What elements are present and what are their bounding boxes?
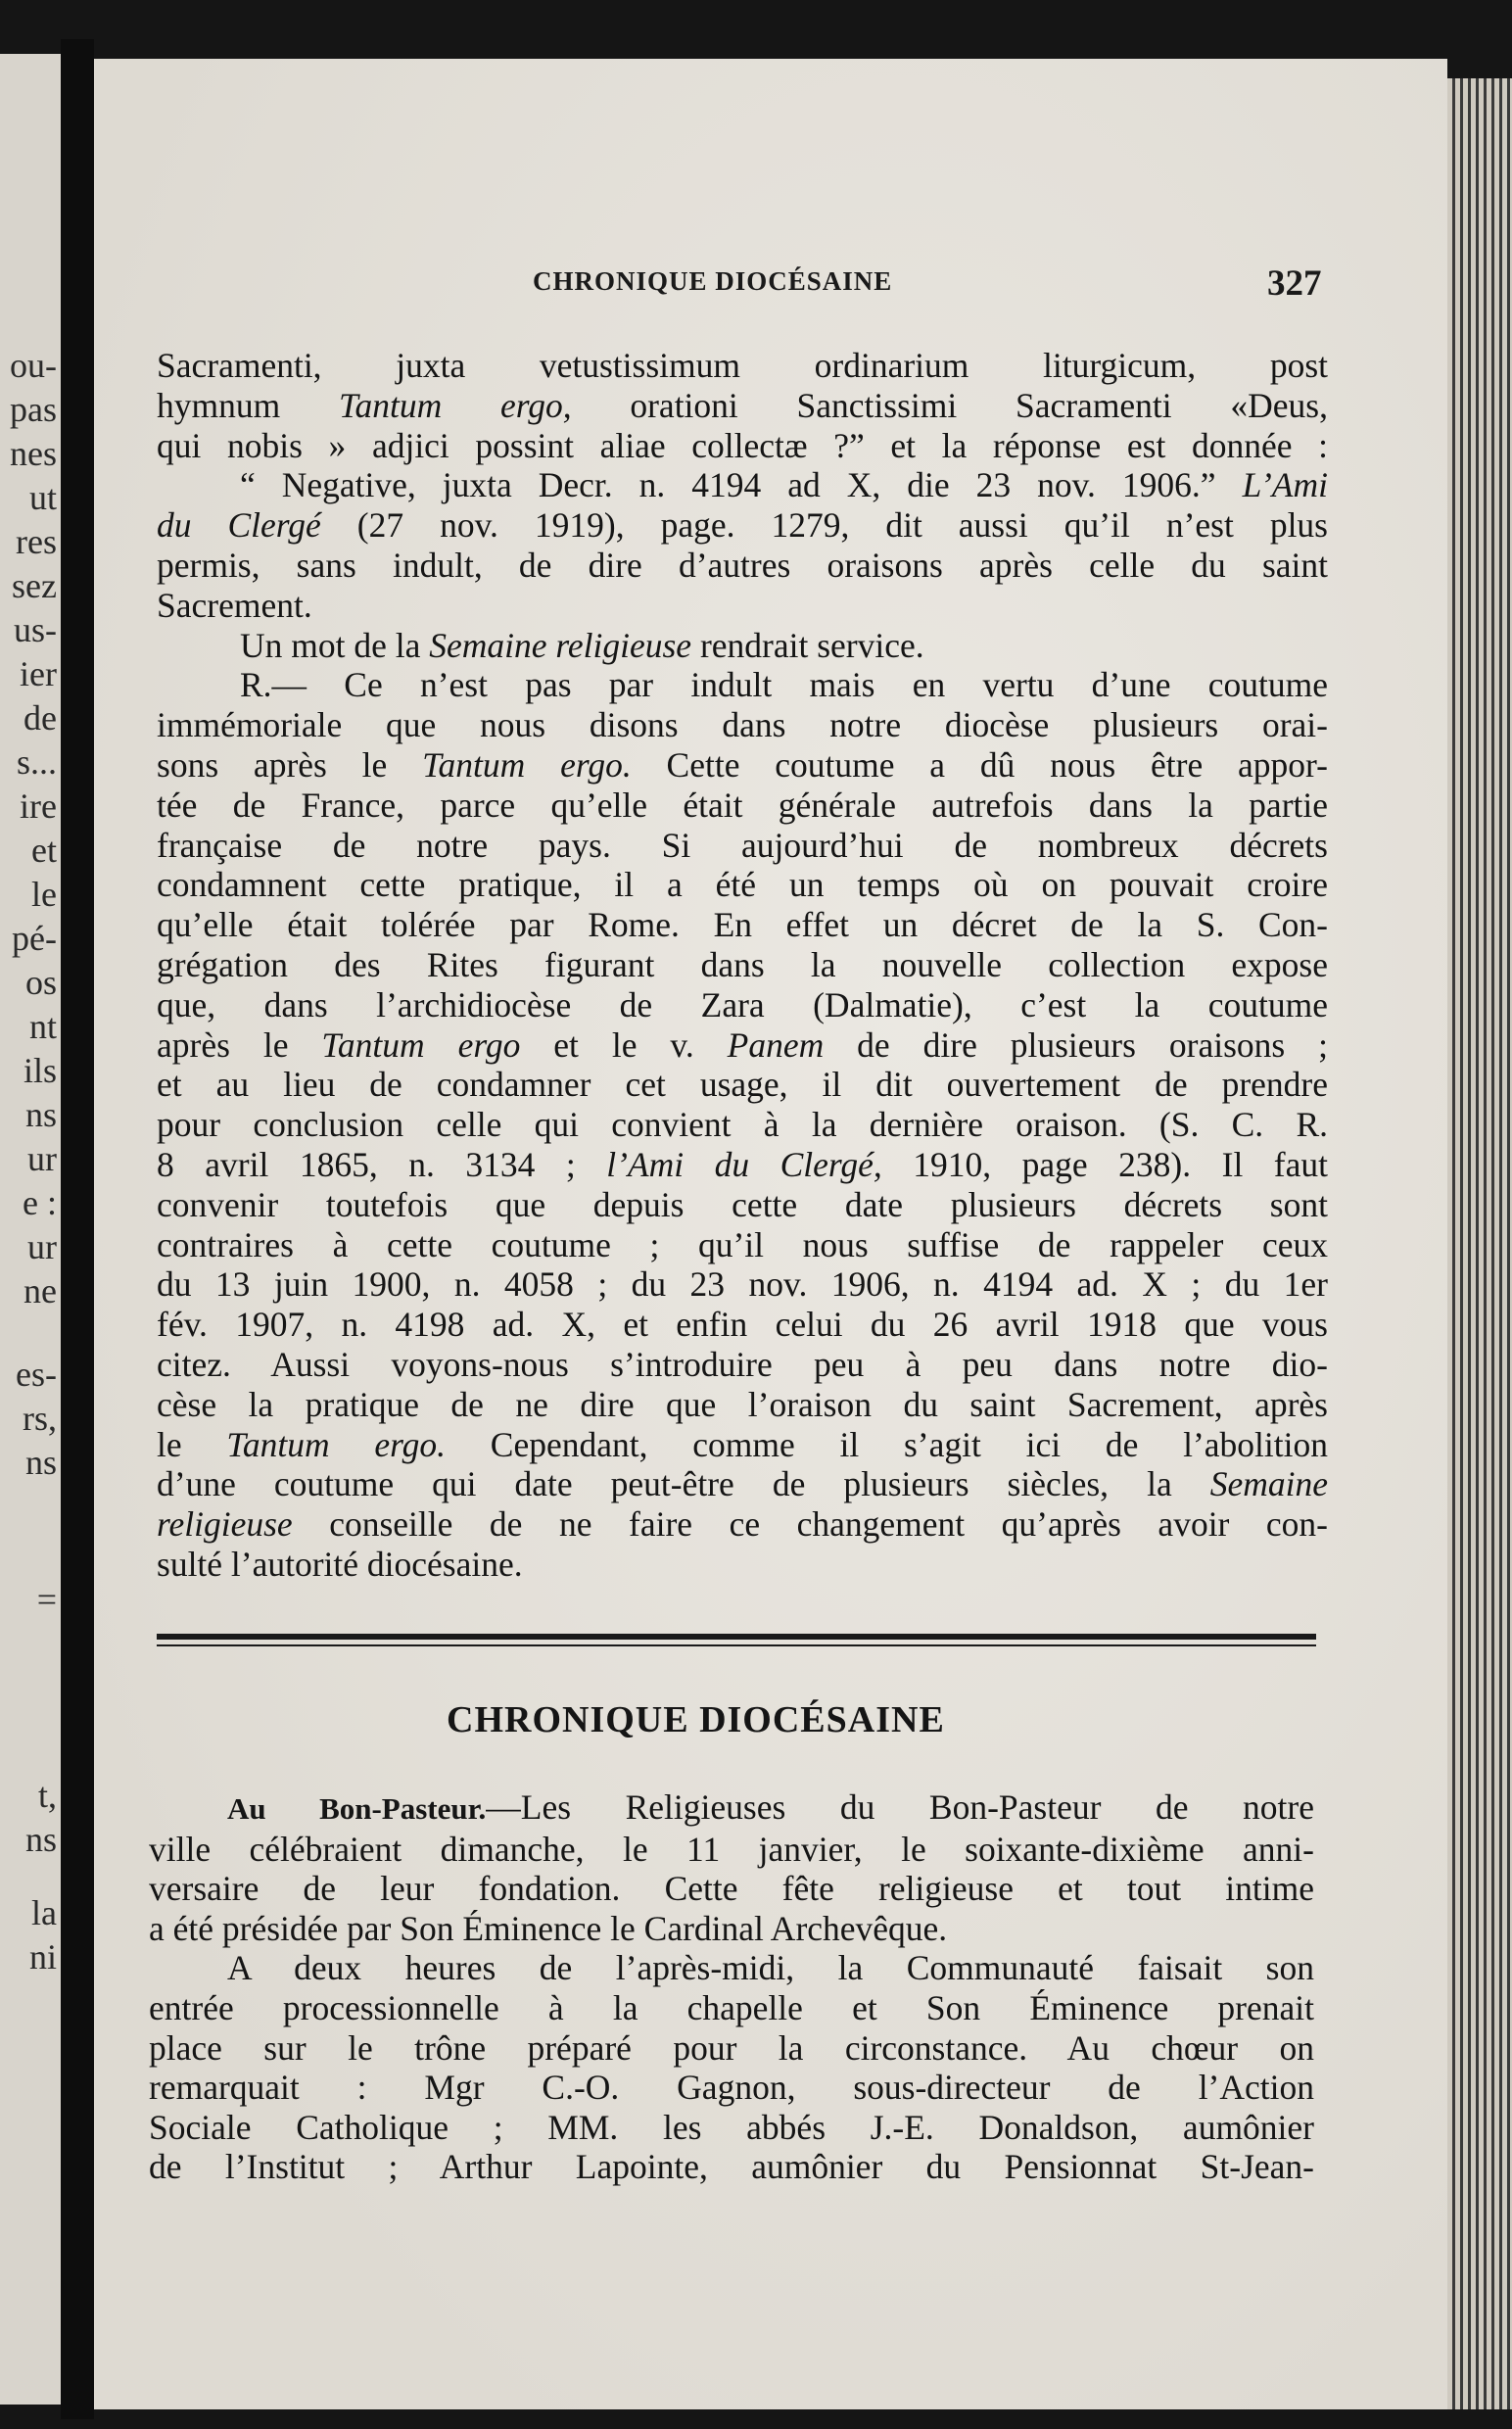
text-segment: citez. Aussi voyons-nous s’introduire peu à peu dans notre dio- <box>157 1344 1328 1384</box>
text-line <box>149 2108 1314 2148</box>
text-line <box>157 705 1328 745</box>
text-line <box>157 1425 1328 1465</box>
text-segment: (27 nov. 1919), page. 1279, dit aussi qu’il n’est plus <box>320 505 1328 546</box>
text-segment: Cependant, comme il s’agit ici de l’abolition <box>446 1424 1328 1464</box>
facing-page-text: ns <box>24 1095 57 1134</box>
text-segment: française de notre pays. Si aujourd’hui de nombreux décrets <box>157 825 1328 865</box>
text-segment: de dire plusieurs oraisons ; <box>824 1024 1328 1065</box>
text-segment: condamnent cette pratique, il a été un temps où on pouvait croire <box>157 865 1328 905</box>
text-segment: de l’Institut ; Arthur Lapointe, aumônier du Pensionnat St-Jean- <box>149 2147 1314 2187</box>
book-gutter <box>61 39 94 2419</box>
text-line <box>157 1264 1328 1305</box>
text-line <box>157 1345 1328 1385</box>
text-segment: pour conclusion celle qui convient à la dernière oraison. (S. C. R. <box>157 1105 1328 1145</box>
text-segment: 8 avril 1865, n. 3134 ; <box>157 1144 607 1184</box>
text-segment: Sociale Catholique ; MM. les abbés J.-E. Donaldson, aumônier <box>149 2107 1314 2147</box>
facing-page-text: nt <box>28 1007 57 1046</box>
text-line <box>149 2147 1314 2187</box>
facing-page-text: le <box>31 875 57 914</box>
italic-text: Tantum ergo <box>321 1024 521 1065</box>
text-segment: qu’elle était tolérée par Rome. En effet un décret de la S. Con- <box>157 905 1328 945</box>
text-line <box>157 465 1328 505</box>
text-line <box>157 626 1328 666</box>
text-line <box>157 1385 1328 1425</box>
italic-text: Tantum ergo. <box>422 744 632 785</box>
text-line <box>157 1545 1328 1585</box>
text-line <box>157 386 1328 426</box>
text-line <box>157 346 1328 386</box>
text-segment: cèse la pratique de ne dire que l’oraison du saint Sacrement, après <box>157 1384 1328 1424</box>
text-segment: convenir toutefois que depuis cette date plusieurs décrets sont <box>157 1184 1328 1224</box>
text-line <box>157 546 1328 586</box>
text-segment: A deux heures de l’après-midi, la Communauté faisait son <box>227 1948 1314 1988</box>
text-line <box>157 1145 1328 1185</box>
page-number: 327 <box>1267 263 1322 304</box>
italic-text: Semaine religieuse <box>429 625 692 665</box>
facing-page-text: ns <box>24 1443 57 1482</box>
text-line <box>157 826 1328 866</box>
facing-page-text: nes <box>10 434 57 473</box>
text-line <box>157 665 1328 705</box>
text-line <box>149 1830 1314 1870</box>
text-segment: après le <box>157 1024 322 1065</box>
facing-page-text: et <box>31 831 57 870</box>
text-line <box>157 1185 1328 1225</box>
facing-page-text: t, <box>37 1776 57 1815</box>
text-segment: —Les Religieuses du Bon-Pasteur de notre <box>486 1787 1314 1827</box>
facing-page-text: ils <box>23 1051 57 1090</box>
text-segment: immémoriale que nous disons dans notre diocèse plusieurs orai- <box>157 705 1328 745</box>
text-line <box>157 505 1328 546</box>
facing-page-text: ni <box>28 1937 57 1977</box>
text-segment: a été présidée par Son Éminence le Cardinal Archevêque. <box>149 1908 948 1948</box>
text-segment: entrée processionnelle à la chapelle et Son Éminence prenait <box>149 1987 1314 2027</box>
text-segment: Cette coutume a dû nous être appor- <box>631 744 1328 785</box>
text-segment: le <box>157 1424 227 1464</box>
text-segment: et au lieu de condamner cet usage, il dit ouvertement de prendre <box>157 1065 1328 1105</box>
facing-page-text: ne <box>24 1271 57 1310</box>
text-line <box>157 1225 1328 1265</box>
text-segment: remarquait : Mgr C.-O. Gagnon, sous-directeur de l’Action <box>149 2068 1314 2108</box>
text-line <box>157 905 1328 945</box>
text-segment: sulté l’autorité diocésaine. <box>157 1544 523 1584</box>
facing-page-text: ut <box>28 478 57 517</box>
text-line <box>149 2028 1314 2069</box>
text-segment: du 13 juin 1900, n. 4058 ; du 23 nov. 1906, n. 4194 ad. X ; du 1er <box>157 1264 1328 1305</box>
facing-page-text: s... <box>16 742 57 782</box>
italic-text: L’Ami <box>1242 465 1328 505</box>
facing-page-text: e : <box>23 1183 57 1222</box>
text-line <box>149 2068 1314 2108</box>
text-segment: que, dans l’archidiocèse de Zara (Dalmatie), c’est la coutume <box>157 984 1328 1024</box>
text-segment: permis, sans indult, de dire d’autres oraisons après celle du saint <box>157 545 1328 585</box>
text-line <box>157 426 1328 466</box>
facing-page-fragment <box>0 54 61 2405</box>
italic-text: Tantum ergo. <box>226 1424 447 1464</box>
section-text <box>149 1787 1314 2187</box>
text-line <box>157 586 1328 626</box>
facing-page-text: es- <box>16 1355 57 1394</box>
text-line <box>157 1504 1328 1545</box>
facing-page-text: res <box>16 522 57 561</box>
text-line <box>149 1948 1314 1988</box>
facing-page-text: de <box>24 698 57 738</box>
text-line <box>157 1305 1328 1345</box>
text-line <box>157 865 1328 905</box>
section-title: CHRONIQUE DIOCÉSAINE <box>447 1699 945 1740</box>
facing-page-text: ire <box>20 786 57 826</box>
text-segment: conseille de ne faire ce changement qu’après avoir con- <box>292 1504 1328 1545</box>
text-segment: fév. 1907, n. 4198 ad. X, et enfin celui du 26 avril 1918 que vous <box>157 1305 1328 1345</box>
text-line <box>149 1869 1314 1909</box>
italic-text: Semaine <box>1209 1464 1328 1504</box>
facing-page-text: sez <box>12 566 57 605</box>
facing-page-text: ur <box>27 1227 57 1266</box>
text-segment: et le v. <box>520 1024 728 1065</box>
text-line <box>157 1105 1328 1145</box>
text-segment: Sacrement. <box>157 585 312 625</box>
text-line <box>149 1988 1314 2028</box>
section-lead: Au Bon-Pasteur. <box>227 1791 487 1826</box>
text-line <box>157 985 1328 1025</box>
text-segment: rendrait service. <box>691 625 924 665</box>
facing-page-text: rs, <box>23 1399 57 1438</box>
facing-page-text: ur <box>27 1139 57 1178</box>
italic-text: religieuse <box>157 1504 293 1545</box>
facing-page-text: us- <box>14 610 57 649</box>
facing-page-text: os <box>24 963 57 1002</box>
text-segment: grégation des Rites figurant dans la nouvelle collection expose <box>157 944 1328 984</box>
text-segment: Sacramenti, juxta vetustissimum ordinarium liturgicum, post <box>157 346 1328 385</box>
facing-page-text: pas <box>10 390 57 429</box>
text-line <box>157 1025 1328 1066</box>
text-line <box>149 1787 1314 1830</box>
body-text <box>157 346 1328 1585</box>
text-line <box>157 1065 1328 1105</box>
text-segment: tée de France, parce qu’elle était générale autrefois dans la partie <box>157 785 1328 825</box>
text-line <box>157 945 1328 985</box>
italic-text: l’Ami du Clergé, <box>606 1144 882 1184</box>
text-segment: place sur le trône préparé pour la circonstance. Au chœur on <box>149 2027 1314 2068</box>
section-divider <box>157 1634 1316 1646</box>
text-segment: versaire de leur fondation. Cette fête religieuse et tout intime <box>149 1869 1314 1909</box>
text-segment: contraires à cette coutume ; qu’il nous suffise de rappeler ceux <box>157 1224 1328 1264</box>
page-edges <box>1447 78 1512 2409</box>
running-title: CHRONIQUE DIOCÉSAINE <box>533 266 893 296</box>
text-line <box>149 1909 1314 1949</box>
text-segment: ville célébraient dimanche, le 11 janvier, le soixante-dixième anni- <box>149 1829 1314 1869</box>
italic-text: Tantum ergo, <box>338 385 572 425</box>
text-line <box>157 1464 1328 1504</box>
text-line <box>157 786 1328 826</box>
text-segment: d’une coutume qui date peut-être de plusieurs siècles, la <box>157 1464 1210 1504</box>
italic-text: Panem <box>727 1024 825 1065</box>
text-segment: 1910, page 238). Il faut <box>881 1144 1329 1184</box>
facing-page-text: pé- <box>12 919 57 958</box>
text-segment: orationi Sanctissimi Sacramenti «Deus, <box>571 385 1328 425</box>
facing-page-text: ou- <box>10 346 57 385</box>
text-segment: “ Negative, juxta Decr. n. 4194 ad X, die 23 nov. 1906.” <box>240 465 1243 505</box>
facing-page-text: ns <box>24 1820 57 1859</box>
text-segment: sons après le <box>157 744 423 785</box>
text-segment: R.— Ce n’est pas par indult mais en vertu d’une coutume <box>240 665 1328 705</box>
text-segment: hymnum <box>157 385 339 425</box>
text-segment: qui nobis » adjici possint aliae collectæ ?” et la réponse est donnée : <box>157 425 1328 465</box>
italic-text: du Clergé <box>157 505 321 546</box>
text-line <box>157 745 1328 786</box>
facing-page-text: la <box>31 1893 57 1932</box>
facing-page-text: = <box>36 1580 57 1619</box>
text-segment: Un mot de la <box>240 625 430 665</box>
facing-page-text: ier <box>20 654 57 693</box>
